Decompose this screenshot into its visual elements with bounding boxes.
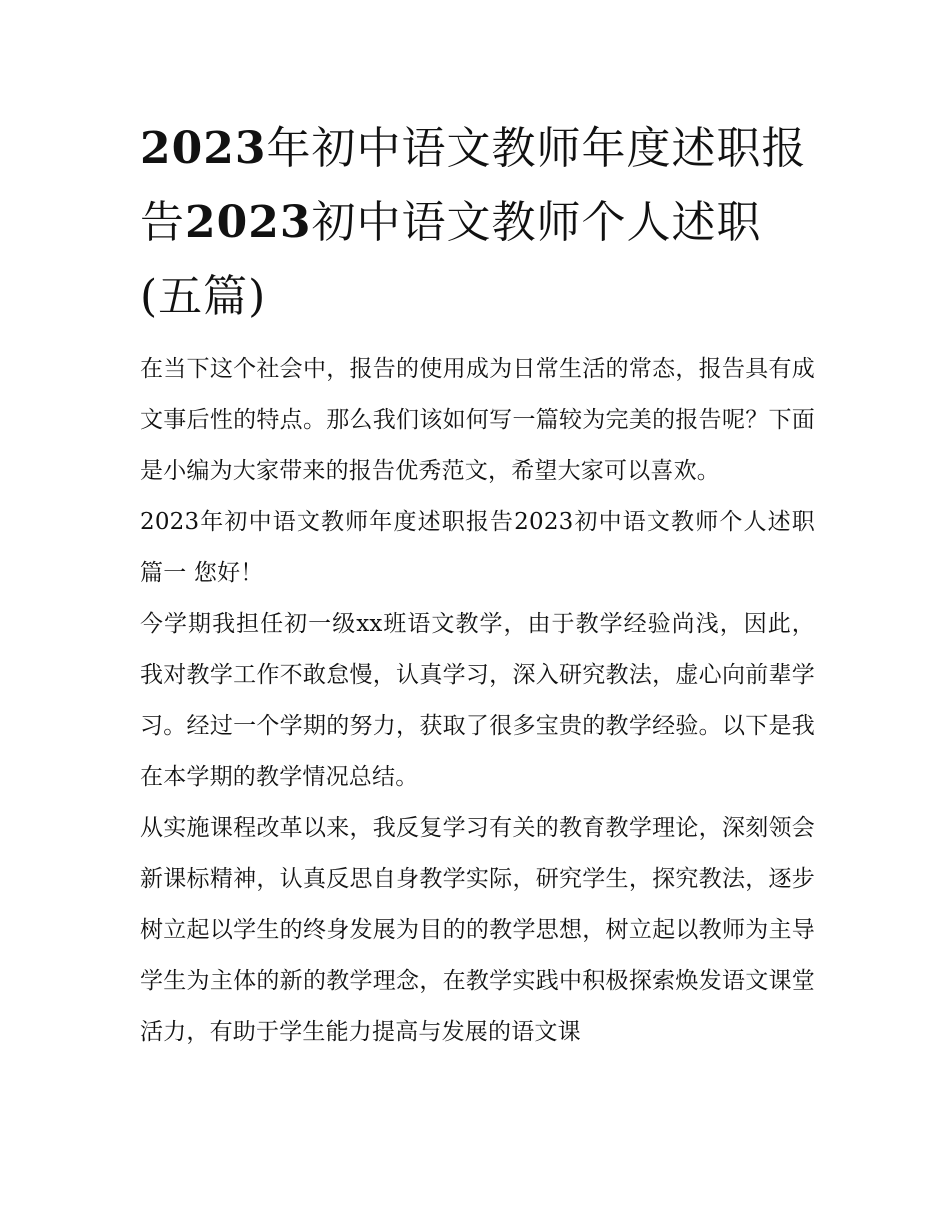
title-text: 初中语文教师个人述职(五篇) (140, 197, 762, 322)
section-heading-paragraph: 2023年初中语文教师年度述职报告2023初中语文教师个人述职篇一 您好！ (140, 509, 815, 586)
document-page (140, 112, 815, 1058)
title-year: 2023 (185, 197, 312, 248)
title-year: 2023 (140, 123, 267, 174)
document-title (140, 112, 815, 334)
body-paragraph: 今学期我担任初一级xx班语文教学，由于教学经验尚浅，因此，我对教学工作不敢怠慢，认真学习，深入研究教法，虚心向前辈学习。经过一个学期的努力，获取了很多宝贵的教学经验。以下是我在本学期的教学情况总结。 (140, 611, 815, 790)
document-body (140, 344, 815, 1058)
intro-paragraph: 在当下这个社会中，报告的使用成为日常生活的常态，报告具有成文事后性的特点。那么我们该如何写一篇较为完美的报告呢？下面是小编为大家带来的报告优秀范文，希望大家可以喜欢。 (140, 356, 815, 484)
body-paragraph: 从实施课程改革以来，我反复学习有关的教育教学理论，深刻领会新课标精神，认真反思自身教学实际，研究学生，探究教法，逐步树立起以学生的终身发展为目的的教学思想，树立起以教师为主导学生为主体的新的教学理念，在教学实践中积极探索焕发语文课堂活力，有助于学生能力提高与发展的语文课 (140, 815, 815, 1045)
title-text: 年初中语文教师年度述职报告 (140, 123, 807, 248)
